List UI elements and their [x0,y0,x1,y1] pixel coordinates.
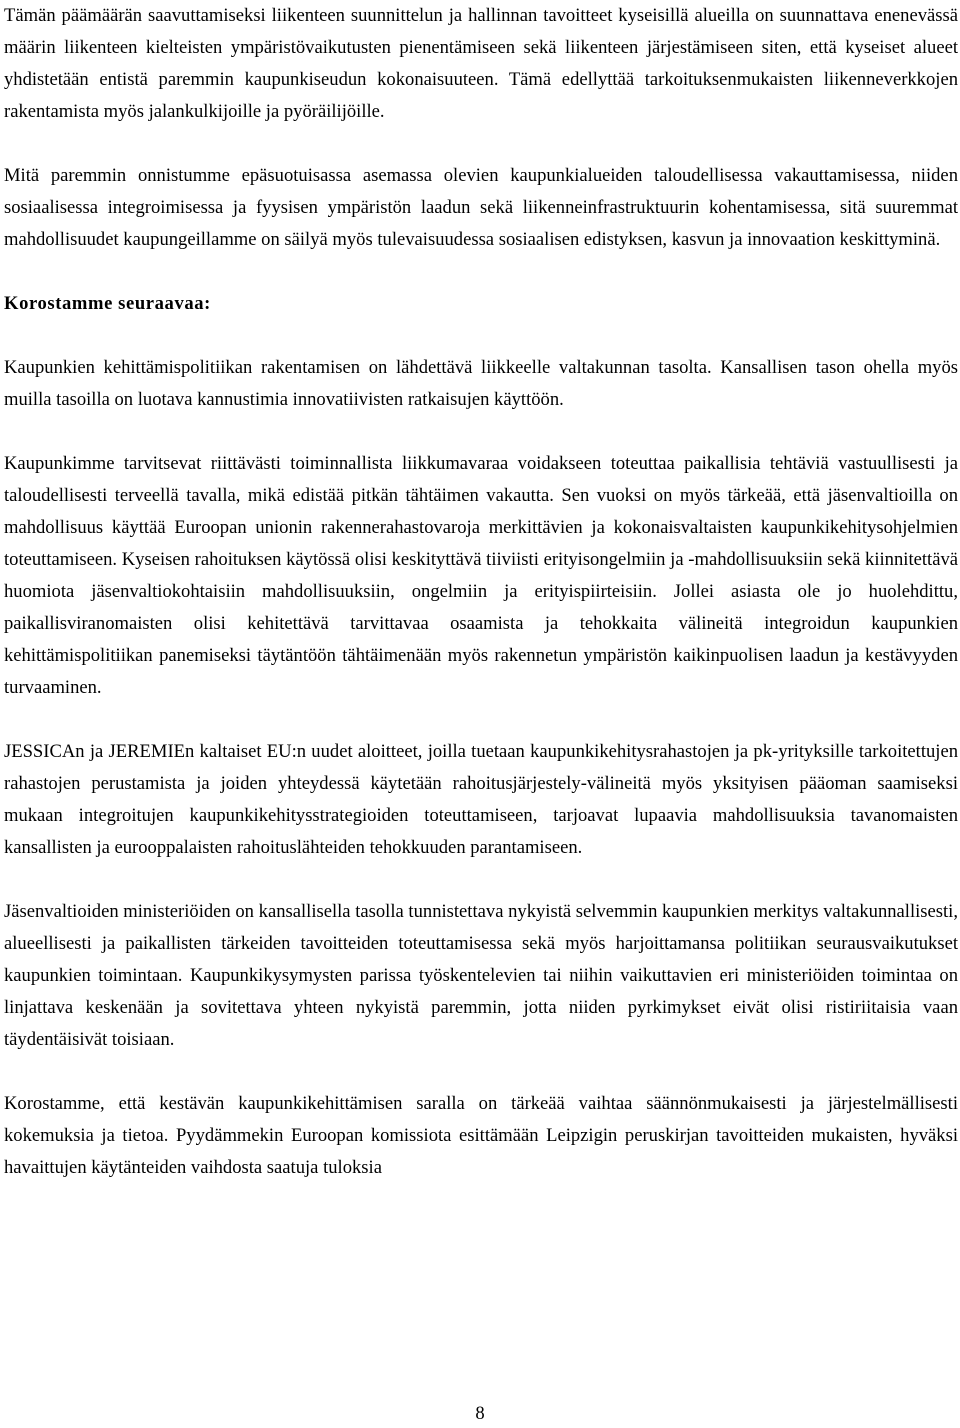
paragraph-jessica-jeremie: JESSICAn ja JEREMIEn kaltaiset EU:n uudet aloitteet, joilla tuetaan kaupunkikehitysrahastojen ja pk-yrityksille tarkoitettujen rahastojen perustamista ja joiden yhteydessä käytetään rahoitusjärjestely-välineitä myös yksityisen pääoman saamiseksi mukaan integroitujen kaupunkikehitysstrategioiden toteuttamiseen, tarjoavat lupaavia mahdollisuuksia tavanomaisten kansallisten ja eurooppalaisten rahoituslähteiden tehokkuuden parantamiseen. [4,741,958,858]
paragraph-exchange-experience: Korostamme, että kestävän kaupunkikehittämisen saralla on tärkeää vaihtaa säännönmukaisesti ja järjestelmällisesti kokemuksia ja tietoa. Pyydämmekin Euroopan komissiota esittämään Leipzigin peruskirjan tavoitteiden mukaisten, hyväksi havaittujen käytänteiden vaihdosta saatuja tuloksia [4,1093,958,1178]
section-heading: Korostamme seuraavaa: [4,293,211,314]
paragraph-gap [4,320,958,352]
paragraph-traffic-planning: Tämän päämäärän saavuttamiseksi liikenteen suunnittelun ja hallinnan tavoitteet kyseisillä alueilla on suunnattava enenevässä määrin liikenteen kielteisten ympäristövaikutusten pienentämiseen sekä liikenteen järjestämiseen siten, että kyseiset alueet yhdistetään entistä paremmin kaupunkiseudun kokonaisuuteen. Tämä edellyttää tarkoituksenmukaisten liikenneverkkojen rakentamista myös jalankulkijoille ja pyöräilijöille. [4,5,958,122]
paragraph-national-level: Kaupunkien kehittämispolitiikan rakentamisen on lähdettävä liikkeelle valtakunnan tasolta. Kansallisen tason ohella myös muilla tasoilla on luotava kannustimia innovatiivisten ratkaisujen käyttöön. [4,357,958,410]
paragraph-gap [4,864,958,896]
paragraph-urban-areas: Mitä paremmin onnistumme epäsuotuisassa asemassa olevien kaupunkialueiden taloudellisessa vakauttamisessa, niiden sosiaalisessa integroimisessa ja fyysisen ympäristön laadun sekä liikenneinfrastruktuurin kohentamisessa, sitä suuremmat mahdollisuudet kaupungeillamme on säilyä myös tulevaisuudessa sosiaalisen edistyksen, kasvun ja innovaation keskittyminä. [4,165,958,250]
paragraph-gap [4,256,958,288]
paragraph-structural-funds: Kaupunkimme tarvitsevat riittävästi toiminnallista liikkumavaraa voidakseen toteuttaa paikallisia tehtäviä vastuullisesti ja taloudellisesti terveellä tavalla, mikä edistää pitkän tähtäimen vakautta. Sen vuoksi on myös tärkeää, että jäsenvaltioilla on mahdollisuus käyttää Euroopan unionin rakennerahastovaroja merkittävien ja kokonaisvaltaisten kaupunkikehitysohjelmien toteuttamiseen. Kyseisen rahoituksen käytössä olisi keskityttävä tiiviisti erityisongelmiin ja -mahdollisuuksiin sekä kiinnitettävä huomiota jäsenvaltiokohtaisiin mahdollisuuksiin, ongelmiin ja erityispiirteisiin. Jollei asiasta ole jo huolehdittu, paikallisviranomaisten olisi kehitettävä tarvittavaa osaamista ja tehokkaita välineitä integroidun kaupunkien kehittämispolitiikan panemiseksi täytäntöön tähtäimenään myös rakennetun ympäristön kaikinpuolisen laadun ja kestävyyden turvaaminen. [4,453,958,698]
paragraph-ministries: Jäsenvaltioiden ministeriöiden on kansallisella tasolla tunnistettava nykyistä selvemmin kaupunkien merkitys valtakunnallisesti, alueellisesti ja paikallisten tärkeiden tavoitteiden toteuttamisessa sekä myös harjoittamansa politiikan seurausvaikutukset kaupunkien toimintaan. Kaupunkikysymysten parissa työskentelevien tai niihin vaikuttavien eri ministeriöiden toimintaa on linjattava keskenään ja sovitettava yhteen nykyistä paremmin, jotta niiden pyrkimykset eivät olisi ristiriitaisia vaan täydentäisivät toisiaan. [4,901,958,1050]
paragraph-gap [4,416,958,448]
page-number: 8 [475,1403,485,1424]
paragraph-gap [4,1056,958,1088]
document-page [4,0,958,1184]
paragraph-gap [4,704,958,736]
paragraph-gap [4,128,958,160]
